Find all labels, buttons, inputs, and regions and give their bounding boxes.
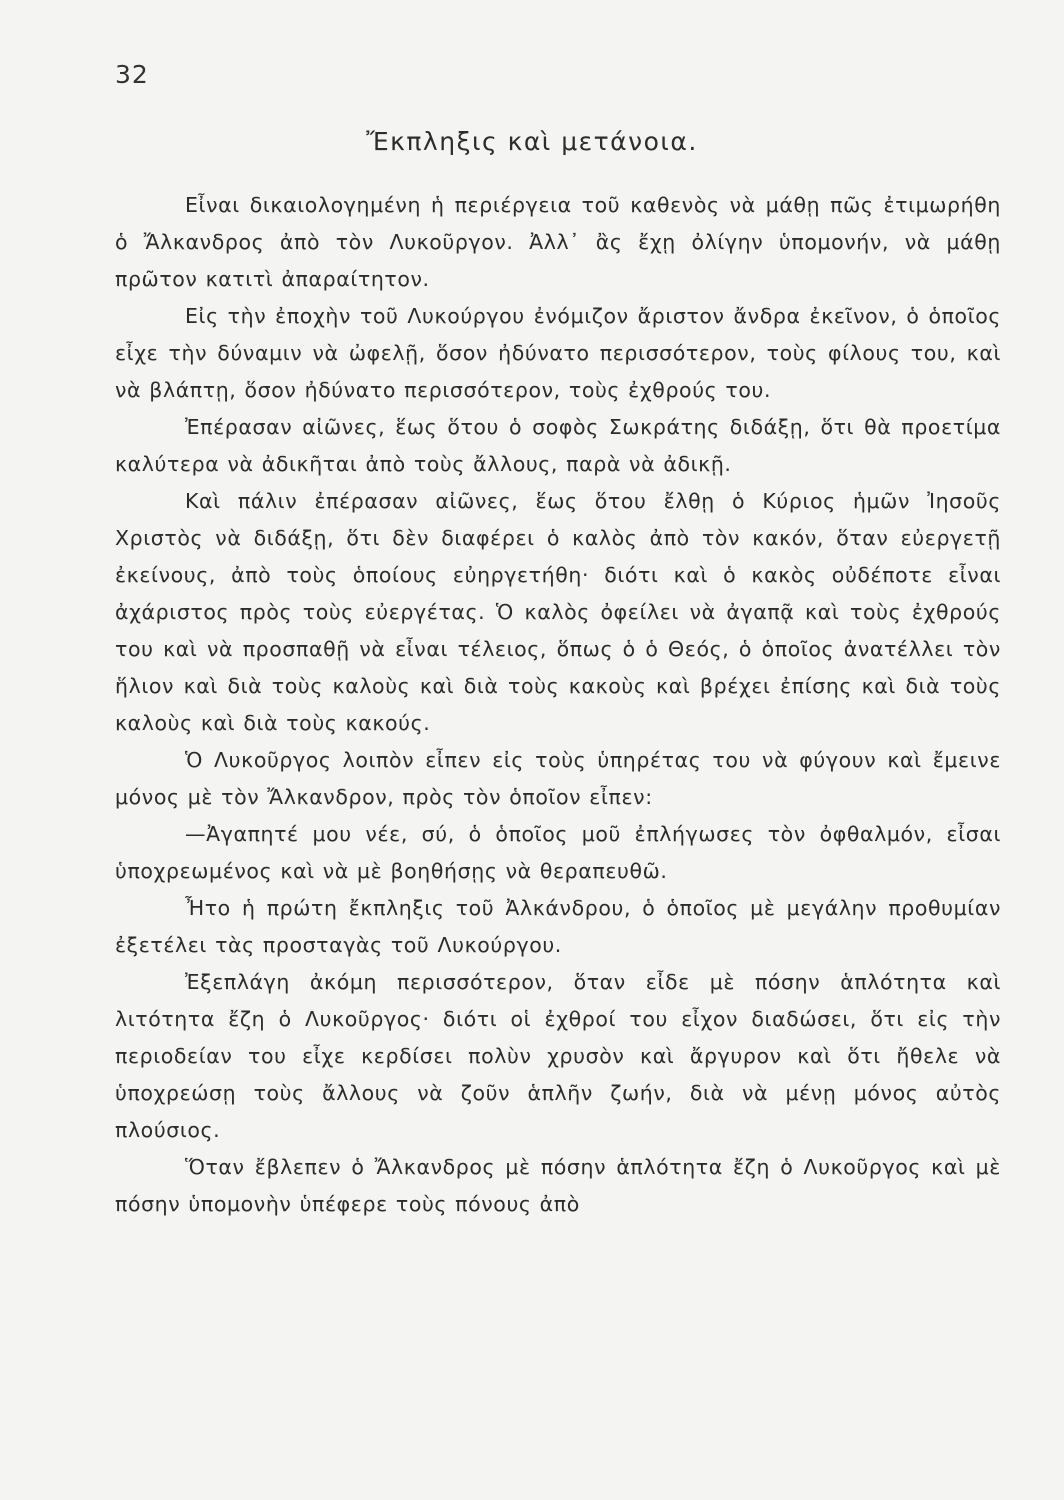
paragraph: Εἰς τὴν ἐποχὴν τοῦ Λυκούργου ἐνόμιζον ἄριστον ἄνδρα ἐκεῖνον, ὁ ὁποῖος εἶχε τὴν δύναμιν νὰ ὠφελῇ, ὅσον ἠδύνατο περισσότερον, τοὺς φίλους του, καὶ νὰ βλάπτῃ, ὅσον ἠδύνατο περισσότερον, τοὺς ἐχθρούς του. <box>115 304 1001 402</box>
paragraph: Ἐπέρασαν αἰῶνες, ἕως ὅτου ὁ σοφὸς Σωκράτης διδάξῃ, ὅτι θὰ προετίμα καλύτερα νὰ ἀδικῆται ἀπὸ τοὺς ἄλλους, παρὰ νὰ ἀδικῇ. <box>115 415 1001 476</box>
paragraph: Ἐξεπλάγη ἀκόμη περισσότερον, ὅταν εἶδε μὲ πόσην ἁπλότητα καὶ λιτότητα ἔζη ὁ Λυκοῦργος· διότι οἱ ἐχθροί του εἶχον διαδώσει, ὅτι εἰς τὴν περιοδείαν του εἶχε κερδίσει πολὺν χρυσὸν καὶ ἄργυρον καὶ ὅτι ἤθελε νὰ ὑποχρεώσῃ τοὺς ἄλλους νὰ ζοῦν ἁπλῆν ζωήν, διὰ νὰ μένῃ μόνος αὐτὸς πλούσιος. <box>115 970 1001 1142</box>
paragraph: Ὅταν ἔβλεπεν ὁ Ἄλκανδρος μὲ πόσην ἁπλότητα ἔζη ὁ Λυκοῦργος καὶ μὲ πόσην ὑπομονὴν ὑπέφερε τοὺς πόνους ἀπὸ <box>115 1155 1001 1216</box>
paragraph: Ὁ Λυκοῦργος λοιπὸν εἶπεν εἰς τοὺς ὑπηρέτας του νὰ φύγουν καὶ ἔμεινε μόνος μὲ τὸν Ἄλκανδρον, πρὸς τὸν ὁποῖον εἶπεν: <box>115 748 1001 809</box>
chapter-title: Ἔκπληξις καὶ μετάνοια. <box>366 127 698 156</box>
dialogue-paragraph: —Ἀγαπητέ μου νέε, σύ, ὁ ὁποῖος μοῦ ἐπλήγωσες τὸν ὀφθαλμόν, εἶσαι ὑποχρεωμένος καὶ νὰ μὲ βοηθήσῃς νὰ θεραπευθῶ. <box>115 822 1001 883</box>
page-number: 32 <box>115 60 149 89</box>
body-text <box>115 187 1001 1223</box>
paragraph: Εἶναι δικαιολογημένη ἡ περιέργεια τοῦ καθενὸς νὰ μάθῃ πῶς ἐτιμωρήθη ὁ Ἄλκανδρος ἀπὸ τὸν Λυκοῦργον. Ἀλλ᾽ ἂς ἔχῃ ὀλίγην ὑπομονήν, νὰ μάθῃ πρῶτον κατιτὶ ἀπαραίτητον. <box>115 193 1001 291</box>
paragraph: Καὶ πάλιν ἐπέρασαν αἰῶνες, ἕως ὅτου ἔλθῃ ὁ Κύριος ἡμῶν Ἰησοῦς Χριστὸς νὰ διδάξῃ, ὅτι δὲν διαφέρει ὁ καλὸς ἀπὸ τὸν κακόν, ὅταν εὐεργετῇ ἐκείνους, ἀπὸ τοὺς ὁποίους εὐηργετήθη· διότι καὶ ὁ κακὸς οὐδέποτε εἶναι ἀχάριστος πρὸς τοὺς εὐεργέτας. Ὁ καλὸς ὀφείλει νὰ ἀγαπᾷ καὶ τοὺς ἐχθρούς του καὶ νὰ προσπαθῇ νὰ εἶναι τέλειος, ὅπως ὁ ὁ Θεός, ὁ ὁποῖος ἀνατέλλει τὸν ἥλιον καὶ διὰ τοὺς καλοὺς καὶ διὰ τοὺς κακοὺς καὶ βρέχει ἐπίσης καὶ διὰ τοὺς καλοὺς καὶ διὰ τοὺς κακούς. <box>115 489 1001 735</box>
paragraph: Ἦτο ἡ πρώτη ἔκπληξις τοῦ Ἀλκάνδρου, ὁ ὁποῖος μὲ μεγάλην προθυμίαν ἐξετέλει τὰς προσταγὰς τοῦ Λυκούργου. <box>115 896 1001 957</box>
